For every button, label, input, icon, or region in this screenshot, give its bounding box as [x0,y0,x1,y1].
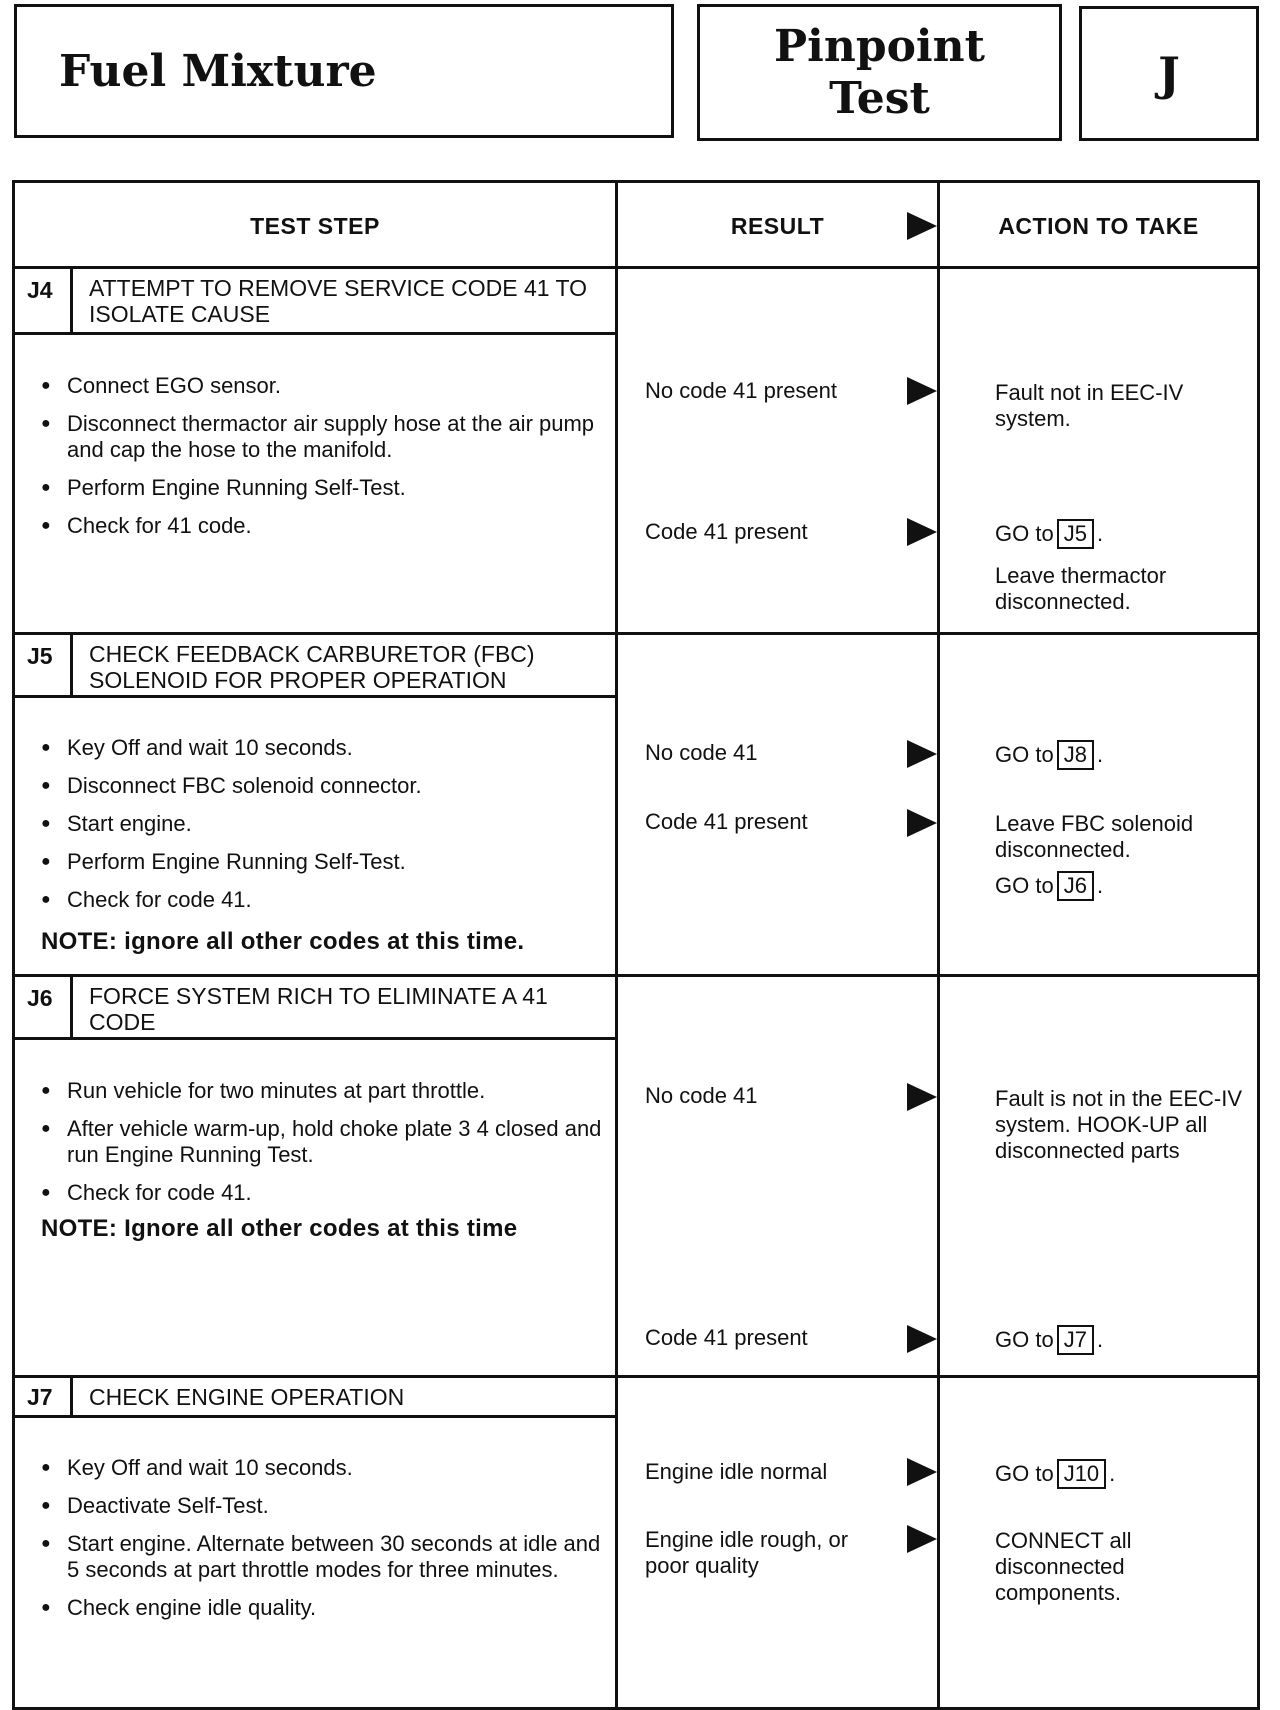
step-header-j5 [15,635,615,698]
action-text: Leave FBC solenoid disconnected. [995,811,1194,862]
step-header-j4 [15,269,615,335]
goto-label: GO to [995,521,1054,546]
step-title: ATTEMPT TO REMOVE SERVICE CODE 41 TO ISOLATE CAUSE [89,275,588,327]
list-item: ● Check for code 41. [41,887,611,913]
step-j4-instructions [41,373,611,551]
goto-reference: J7 [1057,1325,1094,1355]
result-text: Engine idle normal [645,1459,828,1484]
step-note: NOTE: Ignore all other codes at this time [41,1215,518,1242]
goto-reference: J6 [1057,871,1094,901]
goto-suffix: . [1096,1327,1104,1352]
goto-suffix: . [1109,1461,1116,1486]
arrow-icon [907,518,937,546]
action-text: Fault is not in the EEC-IV system. HOOK-UP all disconnected parts [995,1086,1242,1163]
list-item: ● Deactivate Self-Test. [41,1493,611,1519]
result-text: Code 41 present [645,519,808,544]
arrow-icon [907,1525,937,1553]
arrow-icon [907,377,937,405]
step-id: J7 [15,1378,73,1415]
step-j5-instructions [41,735,611,925]
list-item: ● Run vehicle for two minutes at part throttle. [41,1078,611,1104]
goto-label: GO to [995,742,1054,767]
arrow-icon [907,1083,937,1111]
column-header-action: ACTION TO TAKE [998,212,1199,239]
list-item: ● After vehicle warm-up, hold choke plate 3 4 closed and run Engine Running Test. [41,1116,611,1168]
pinpoint-test-box [697,4,1062,141]
step-header-j6 [15,977,615,1040]
step-id: J4 [15,269,73,332]
goto-suffix: . [1096,521,1104,546]
arrow-icon [907,1458,937,1486]
step-note: NOTE: ignore all other codes at this time. [41,928,525,955]
test-letter-box [1079,6,1259,141]
list-item: ● Check engine idle quality. [41,1595,611,1621]
test-letter: J [1158,46,1180,101]
action-goto [995,871,1250,901]
result-text: Code 41 present [645,1325,808,1350]
list-item: ● Perform Engine Running Self-Test. [41,849,611,875]
action-goto [995,1459,1250,1489]
list-item: ● Disconnect FBC solenoid connector. [41,773,611,799]
step-j6-instructions [41,1078,611,1218]
column-divider [615,183,618,1707]
goto-label: GO to [995,1327,1054,1352]
goto-label: GO to [995,1461,1054,1486]
column-divider [937,183,940,1707]
arrow-icon [907,212,937,240]
arrow-icon [907,809,937,837]
list-item: ● Connect EGO sensor. [41,373,611,399]
arrow-icon [907,1325,937,1353]
list-item: ● Start engine. Alternate between 30 seconds at idle and 5 seconds at part throttle modes for three minutes. [41,1531,611,1583]
step-title: CHECK FEEDBACK CARBURETOR (FBC) SOLENOID FOR PROPER OPERATION [89,641,535,693]
step-id: J6 [15,977,73,1037]
list-item: ● Disconnect thermactor air supply hose at the air pump and cap the hose to the manifold. [41,411,611,463]
step-title: FORCE SYSTEM RICH TO ELIMINATE A 41 CODE [89,983,548,1035]
action-goto [995,1325,1250,1355]
step-id: J5 [15,635,73,695]
result-text: No code 41 [645,740,758,765]
step-header-j7 [15,1378,615,1418]
list-item: ● Key Off and wait 10 seconds. [41,735,611,761]
action-text: Leave thermactor disconnected. [995,563,1167,614]
list-item: ● Check for 41 code. [41,513,611,539]
column-header-result: RESULT [730,212,825,239]
step-title: CHECK ENGINE OPERATION [89,1384,405,1410]
result-text: Code 41 present [645,809,808,834]
goto-suffix: . [1096,742,1104,767]
list-item: ● Key Off and wait 10 seconds. [41,1455,611,1481]
list-item: ● Check for code 41. [41,1180,611,1206]
title-box [14,4,674,138]
goto-label: GO to [995,873,1054,898]
page-title: Fuel Mixture [59,45,377,97]
goto-reference: J10 [1057,1459,1106,1489]
result-text: No code 41 present [645,378,838,403]
action-goto [995,740,1250,770]
result-text: No code 41 [645,1083,758,1108]
list-item: ● Perform Engine Running Self-Test. [41,475,611,501]
goto-reference: J5 [1057,519,1094,549]
pinpoint-label: Pinpoint [774,20,985,72]
result-text: Engine idle rough, or poor quality [645,1527,849,1578]
test-label: Test [829,72,930,124]
action-text: CONNECT all disconnected components. [995,1528,1132,1605]
action-text: Fault not in EEC-IV system. [995,380,1184,431]
pinpoint-table [12,180,1260,1710]
goto-suffix: . [1096,873,1104,898]
goto-reference: J8 [1057,740,1094,770]
arrow-icon [907,740,937,768]
step-j7-instructions [41,1455,611,1633]
column-header-test-step: TEST STEP [250,212,380,239]
action-goto [995,519,1250,549]
list-item: ● Start engine. [41,811,611,837]
